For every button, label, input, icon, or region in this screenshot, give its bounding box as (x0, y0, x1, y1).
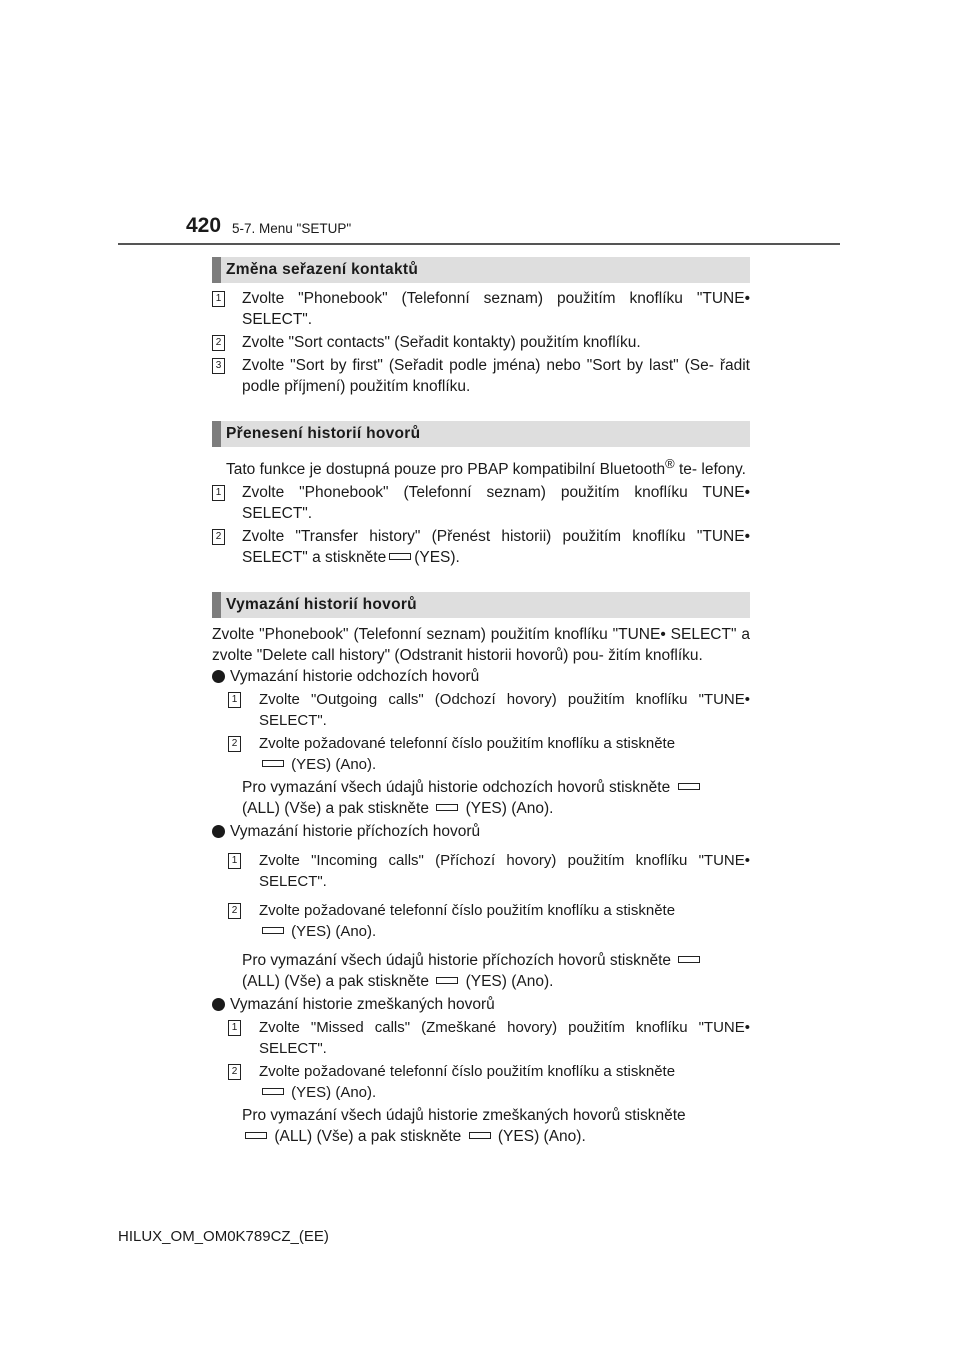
screen-button-icon (245, 1132, 267, 1139)
step-number-badge: 1 (212, 485, 225, 501)
document-code-footer: HILUX_OM_OM0K789CZ_(EE) (118, 1228, 329, 1245)
screen-button-icon (262, 760, 284, 767)
step-text: Zvolte požadované telefonní číslo použitím knoflíku a stiskněte (YES) (Ano). (259, 735, 676, 774)
screen-button-icon (678, 956, 700, 963)
intro-text-end: te- lefony. (674, 461, 746, 479)
step (212, 355, 750, 397)
step (228, 733, 750, 775)
step-text: Zvolte "Phonebook" (Telefonní seznam) použitím knoflíku "TUNE• SELECT". (242, 290, 750, 328)
section-header-delete-history: Vymazání historií hovorů (212, 592, 750, 618)
step-number-badge: 2 (212, 335, 225, 351)
intro-paragraph: Zvolte "Phonebook" (Telefonní seznam) použitím knoflíku "TUNE• SELECT" a zvolte "Delete call history" (Odstranit historii hovorů) pou- žitím knoflíku. (212, 626, 750, 665)
screen-button-icon (262, 1088, 284, 1095)
step-text: Zvolte požadované telefonní číslo použitím knoflíku a stiskněte (YES) (Ano). (259, 902, 676, 941)
step (212, 526, 750, 568)
step (228, 1061, 750, 1103)
step (212, 332, 750, 353)
step (228, 689, 750, 731)
screen-button-icon (262, 927, 284, 934)
step (212, 288, 750, 330)
screen-button-icon (678, 783, 700, 790)
note-paragraph: Pro vymazání všech údajů historie odchozích hovorů stiskněte (ALL) (Vše) a pak stiskněte (YES) (Ano). (212, 777, 750, 819)
step-text: Zvolte "Sort contacts" (Seřadit kontakty) použitím knoflíku. (242, 334, 641, 351)
bullet-icon (212, 670, 225, 683)
note-paragraph: Pro vymazání všech údajů historie příchozích hovorů stiskněte (ALL) (Vše) a pak stiskněte (YES) (Ano). (212, 950, 750, 992)
intro-paragraph (212, 453, 750, 480)
header-divider (118, 243, 840, 245)
step-text: Zvolte "Missed calls" (Zmeškané hovory) použitím knoflíku "TUNE• SELECT". (259, 1019, 750, 1058)
bullet-label: Vymazání historie příchozích hovorů (230, 823, 481, 841)
sub-steps (212, 689, 750, 775)
step (228, 1017, 750, 1059)
sub-steps (212, 850, 750, 942)
section-header-sort-contacts: Změna seřazení kontaktů (212, 257, 750, 283)
step-number-badge: 3 (212, 358, 225, 374)
step-text: Zvolte "Sort by first" (Seřadit podle jména) nebo "Sort by last" (Se- řadit podle příjmení) použitím knoflíku. (242, 357, 750, 395)
bullet-icon (212, 998, 225, 1011)
registered-mark: ® (665, 456, 675, 471)
bullet-item-missed (212, 994, 750, 1015)
step-number-badge: 1 (228, 1020, 241, 1036)
step-text: Zvolte "Phonebook" (Telefonní seznam) použitím knoflíku TUNE• SELECT". (242, 484, 750, 523)
section-header-transfer-history: Přenesení historií hovorů (212, 421, 750, 447)
step-text: Zvolte "Outgoing calls" (Odchozí hovory) použitím knoflíku "TUNE• SELECT". (259, 691, 750, 730)
bullet-item-outgoing (212, 666, 750, 687)
step (228, 900, 750, 942)
screen-button-icon (436, 977, 458, 984)
step (228, 850, 750, 892)
bullet-label: Vymazání historie odchozích hovorů (230, 668, 480, 686)
screen-button-icon (389, 553, 411, 560)
intro-text: Tato funkce je dostupná pouze pro PBAP kompatibilní Bluetooth (226, 461, 666, 479)
screen-button-icon (469, 1132, 491, 1139)
step-number-badge: 2 (228, 736, 241, 752)
step-number-badge: 2 (212, 529, 225, 545)
sub-steps (212, 1017, 750, 1103)
bullet-label: Vymazání historie zmeškaných hovorů (230, 996, 495, 1014)
step (212, 482, 750, 524)
bullet-icon (212, 825, 225, 838)
page-content (212, 257, 750, 1147)
step-number-badge: 1 (228, 853, 241, 869)
step-number-badge: 1 (212, 291, 225, 307)
step-number-badge: 2 (228, 903, 241, 919)
chapter-title: 5-7. Menu "SETUP" (232, 221, 352, 236)
step-text: Zvolte požadované telefonní číslo použitím knoflíku a stiskněte (YES) (Ano). (259, 1063, 676, 1102)
step-list (212, 288, 750, 397)
step-text: Zvolte "Transfer history" (Přenést historii) použitím knoflíku "TUNE• SELECT" a stiskněte (YES). (242, 528, 750, 567)
bullet-item-incoming (212, 821, 750, 842)
note-paragraph: Pro vymazání všech údajů historie zmeškaných hovorů stiskněte (ALL) (Vše) a pak stiskněte (YES) (Ano). (242, 1107, 686, 1146)
step-text: Zvolte "Incoming calls" (Příchozí hovory) použitím knoflíku "TUNE• SELECT". (259, 852, 750, 891)
step-number-badge: 2 (228, 1064, 241, 1080)
page-number: 420 (186, 214, 222, 237)
screen-button-icon (436, 804, 458, 811)
step-number-badge: 1 (228, 692, 241, 708)
